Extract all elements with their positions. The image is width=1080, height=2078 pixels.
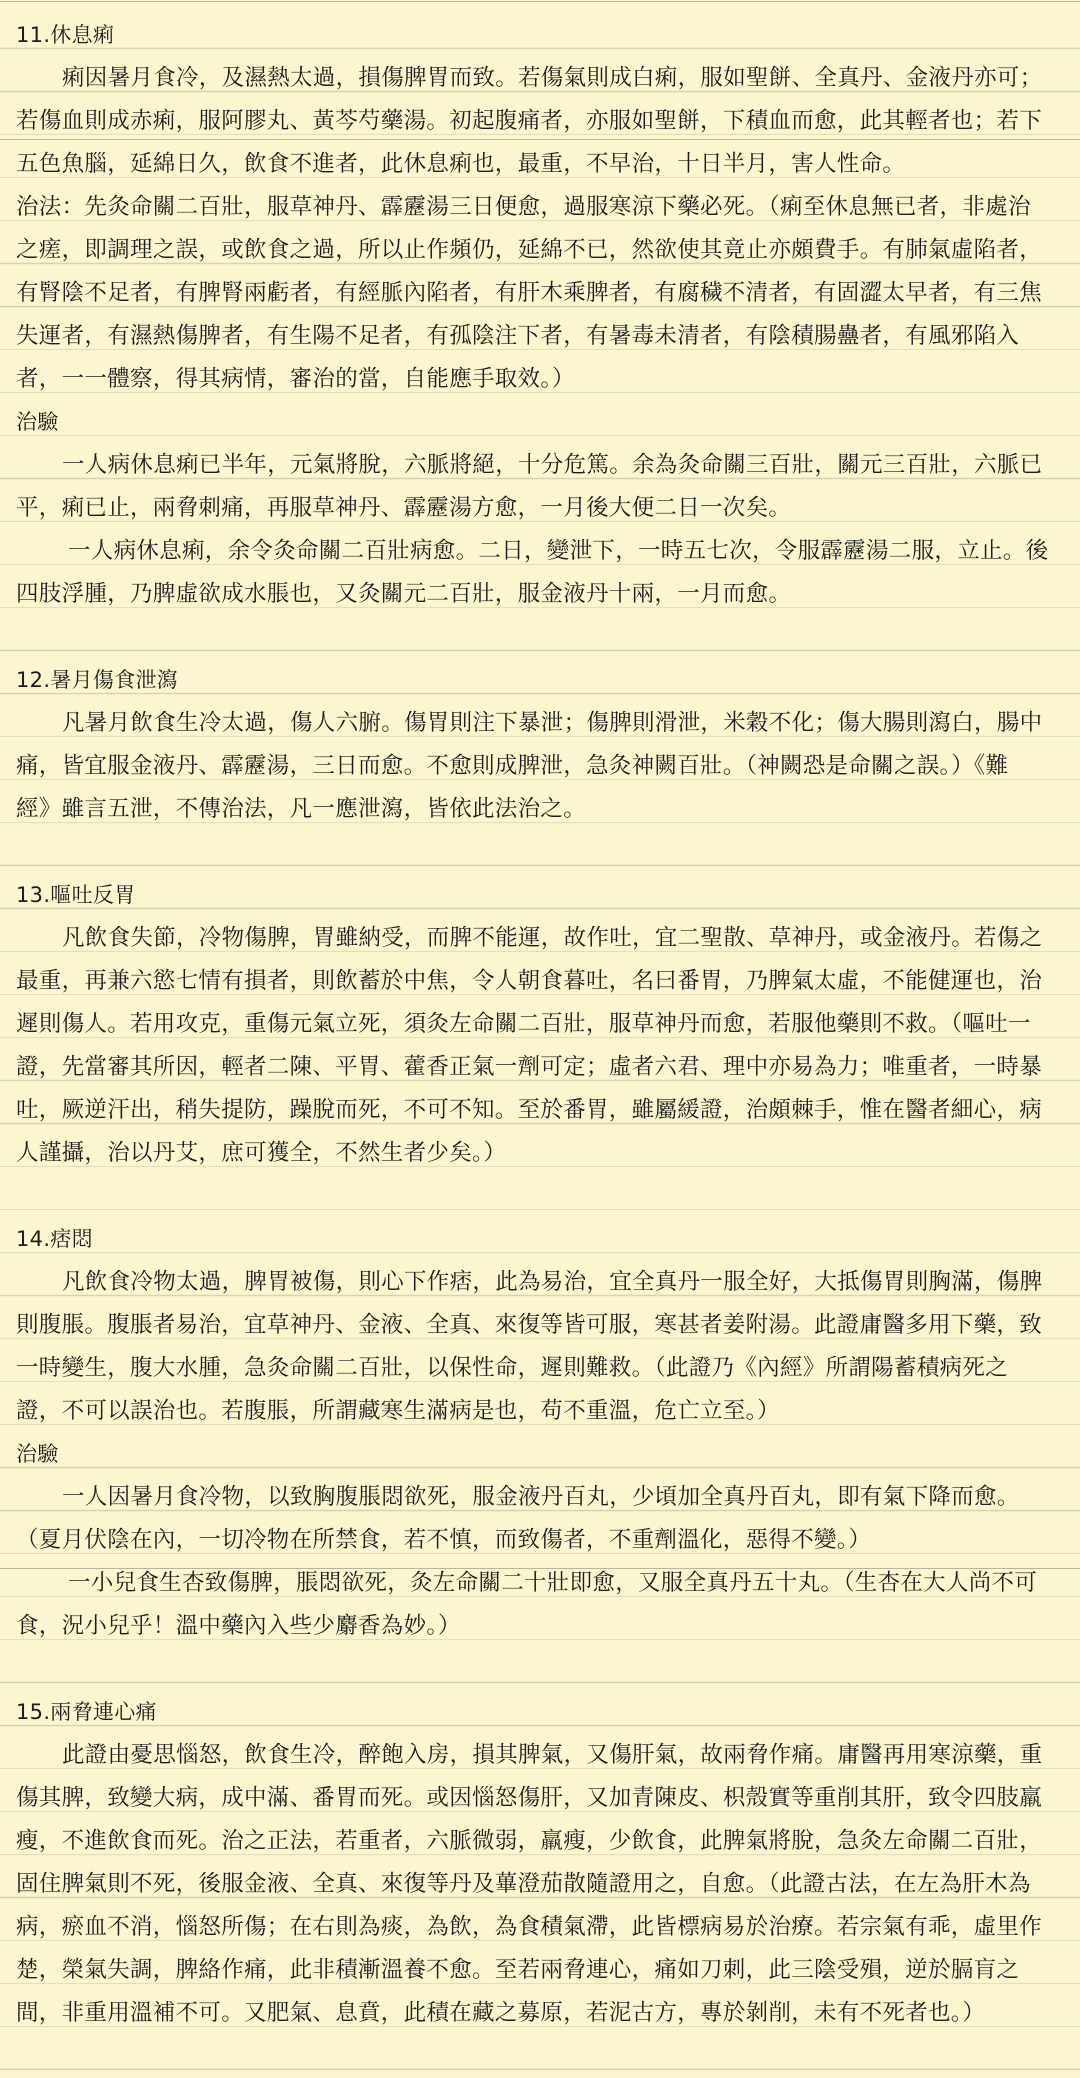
text-line: 此證由憂思惱怒，飲食生冷，醉飽入房，損其脾氣，又傷肝氣，故兩脅作痛。庸醫再用寒涼藥，重 [62,1742,1043,1768]
text-line: 凡飲食冷物太過，脾胃被傷，則心下作痞，此為易治，宜全真丹一服全好，大抵傷胃則胸滿，傷脾 [62,1269,1043,1295]
text-line: 最重，再兼六慾七情有損者，則飲蓄於中焦，令人朝食暮吐，名曰番胃，乃脾氣太虛，不能健運也，治 [16,968,1043,994]
text-line: 一時變生，腹大水腫，急灸命關二百壯，以保性命，遲則難救。（此證乃《內經》所謂陽蓄積病死之 [16,1355,1008,1381]
text-line: 證，先當審其所因，輕者二陳、平胃、藿香正氣一劑可定；虛者六君、理中亦易為力；唯重者，一時暴 [16,1054,1043,1080]
text-line: 有腎陰不足者，有脾腎兩虧者，有經脈內陷者，有肝木乘脾者，有腐穢不清者，有固澀太早者，有三焦 [16,280,1043,306]
text-line: 則腹脹。腹脹者易治，宜草神丹、金液、全真、來復等皆可服，寒甚者姜附湯。此證庸醫多用下藥，致 [16,1312,1043,1338]
text-line: 人謹攝，治以丹艾，庶可獲全，不然生者少矣。） [16,1140,507,1166]
text-line: 痛，皆宜服金液丹、霹靂湯，三日而愈。不愈則成脾泄，急灸神闕百壯。（神闕恐是命關之誤。）《難 [16,753,1009,779]
text-line: 病，瘀血不消，惱怒所傷；在右則為痰，為飲，為食積氣滯，此皆標病易於治療。若宗氣有乖，虛里作 [16,1914,1043,1940]
text-line: 失運者，有濕熱傷脾者，有生陽不足者，有孤陰注下者，有暑毒未清者，有陰積腸蠱者，有風邪陷入 [16,323,1020,349]
text-line: 瘦，不進飲食而死。治之正法，若重者，六脈微弱，羸瘦，少飲食，此脾氣將脫，急灸左命關二百壯， [16,1828,1043,1854]
divider [0,1,1080,2]
text-line: 四肢浮腫，乃脾虛欲成水脹也，又灸關元二百壯，服金液丹十兩，一月而愈。 [16,581,792,607]
text-line: 凡暑月飲食生冷太過，傷人六腑。傷胃則注下暴泄；傷脾則滑泄，米穀不化；傷大腸則瀉白，腸中 [62,710,1043,736]
text-line: 證，不可以誤治也。若腹脹，所謂藏寒生滿病是也，苟不重溫，危亡立至。） [16,1398,780,1424]
text-line: 治法：先灸命關二百壯，服草神丹、霹靂湯三日便愈，過服寒涼下藥必死。（痢至休息無已者，非處治 [16,194,1031,220]
text-line: 楚，榮氣失調，脾絡作痛，此非積漸溫養不愈。至若兩脅連心，痛如刀刺，此三陰受殞，逆於膈肓之 [16,1957,1020,1983]
text-line: 五色魚腦，延綿日久，飲食不進者，此休息痢也，最重，不早治，十日半月，害人性命。 [16,151,906,177]
text-line: 若傷血則成赤痢，服阿膠丸、黃芩芍藥湯。初起腹痛者，亦服如聖餅，下積血而愈，此其輕者也；若下 [16,108,1043,134]
blank-line [16,827,1066,870]
section-heading: 13.嘔吐反胃 [16,883,136,907]
text-line: 之瘥，即調理之誤，或飲食之過，所以止作頻仍，延綿不已，然欲使其竟止亦頗費手。有肺氣虛陷者， [16,237,1043,263]
text-line: 吐，厥逆汗出，稍失提防，躁脫而死，不可不知。至於番胃，雖屬緩證，治頗棘手，惟在醫者細心，病 [16,1097,1043,1123]
text-line: 一人病休息痢已半年，元氣將脫，六脈將絕，十分危篤。余為灸命關三百壯，關元三百壯，六脈已 [62,452,1043,478]
blank-line [16,1171,1066,1214]
section-heading: 11.休息痢 [16,23,115,47]
section-heading: 15.兩脅連心痛 [16,1700,157,1724]
text-line: 間，非重用溫補不可。又肥氣、息賁，此積在藏之募原，若泥古方，專於剝削，未有不死者也。） [16,2000,986,2026]
text-line: 經》雖言五泄，不傳治法，凡一應泄瀉，皆依此法治之。 [16,796,587,822]
section-heading: 14.痞悶 [16,1227,93,1251]
text-line: 一人因暑月食冷物，以致胸腹脹悶欲死，服金液丹百丸，少頃加全真丹百丸，即有氣下降而愈。 [62,1484,1020,1510]
text-line: 平，痢已止，兩脅刺痛，再服草神丹、霹靂湯方愈，一月後大便二日一次矣。 [16,495,792,521]
text-line: 一人病休息痢，余令灸命關二百壯病愈。二日，變泄下，一時五七次，令服霹靂湯二服，立止。後 [68,538,1049,564]
text-line: （夏月伏陰在內，一切冷物在所禁食，若不慎，而致傷者，不重劑溫化，惡得不變。） [16,1527,872,1553]
text-line: 遲則傷人。若用攻克，重傷元氣立死，須灸左命關二百壯，服草神丹而愈，若服他藥則不救。（嘔吐一 [16,1011,1031,1037]
text-line: 傷其脾，致變大病，成中滿、番胃而死。或因惱怒傷肝，又加青陳皮、枳殼實等重削其肝，致令四肢羸 [16,1785,1043,1811]
text-line: 痢因暑月食冷，及濕熱太過，損傷脾胃而致。若傷氣則成白痢，服如聖餅、全真丹、金液丹亦可； [62,65,1043,91]
blank-line [16,612,1066,655]
text-line: 一小兒食生杏致傷脾，脹悶欲死，灸左命關二十壯即愈，又服全真丹五十丸。（生杏在大人尚不可 [68,1570,1038,1596]
text-line: 者，一一體察，得其病情，審治的當，自能應手取效。） [16,366,575,392]
text-line: 固住脾氣則不死，後服金液、全真、來復等丹及蓽澄茄散隨證用之，自愈。（此證古法，在左為肝木為 [16,1871,1031,1897]
section-heading: 12.暑月傷食泄瀉 [16,668,179,692]
text-line: 食，況小兒乎！溫中藥內入些少麝香為妙。） [16,1613,461,1639]
blank-line [16,1644,1066,1687]
subheading: 治驗 [16,1442,59,1466]
subheading: 治驗 [16,410,59,434]
document-text [0,10,1080,2031]
text-line: 凡飲食失節，冷物傷脾，胃雖納受，而脾不能運，故作吐，宜二聖散、草神丹，或金液丹。若傷之 [62,925,1043,951]
